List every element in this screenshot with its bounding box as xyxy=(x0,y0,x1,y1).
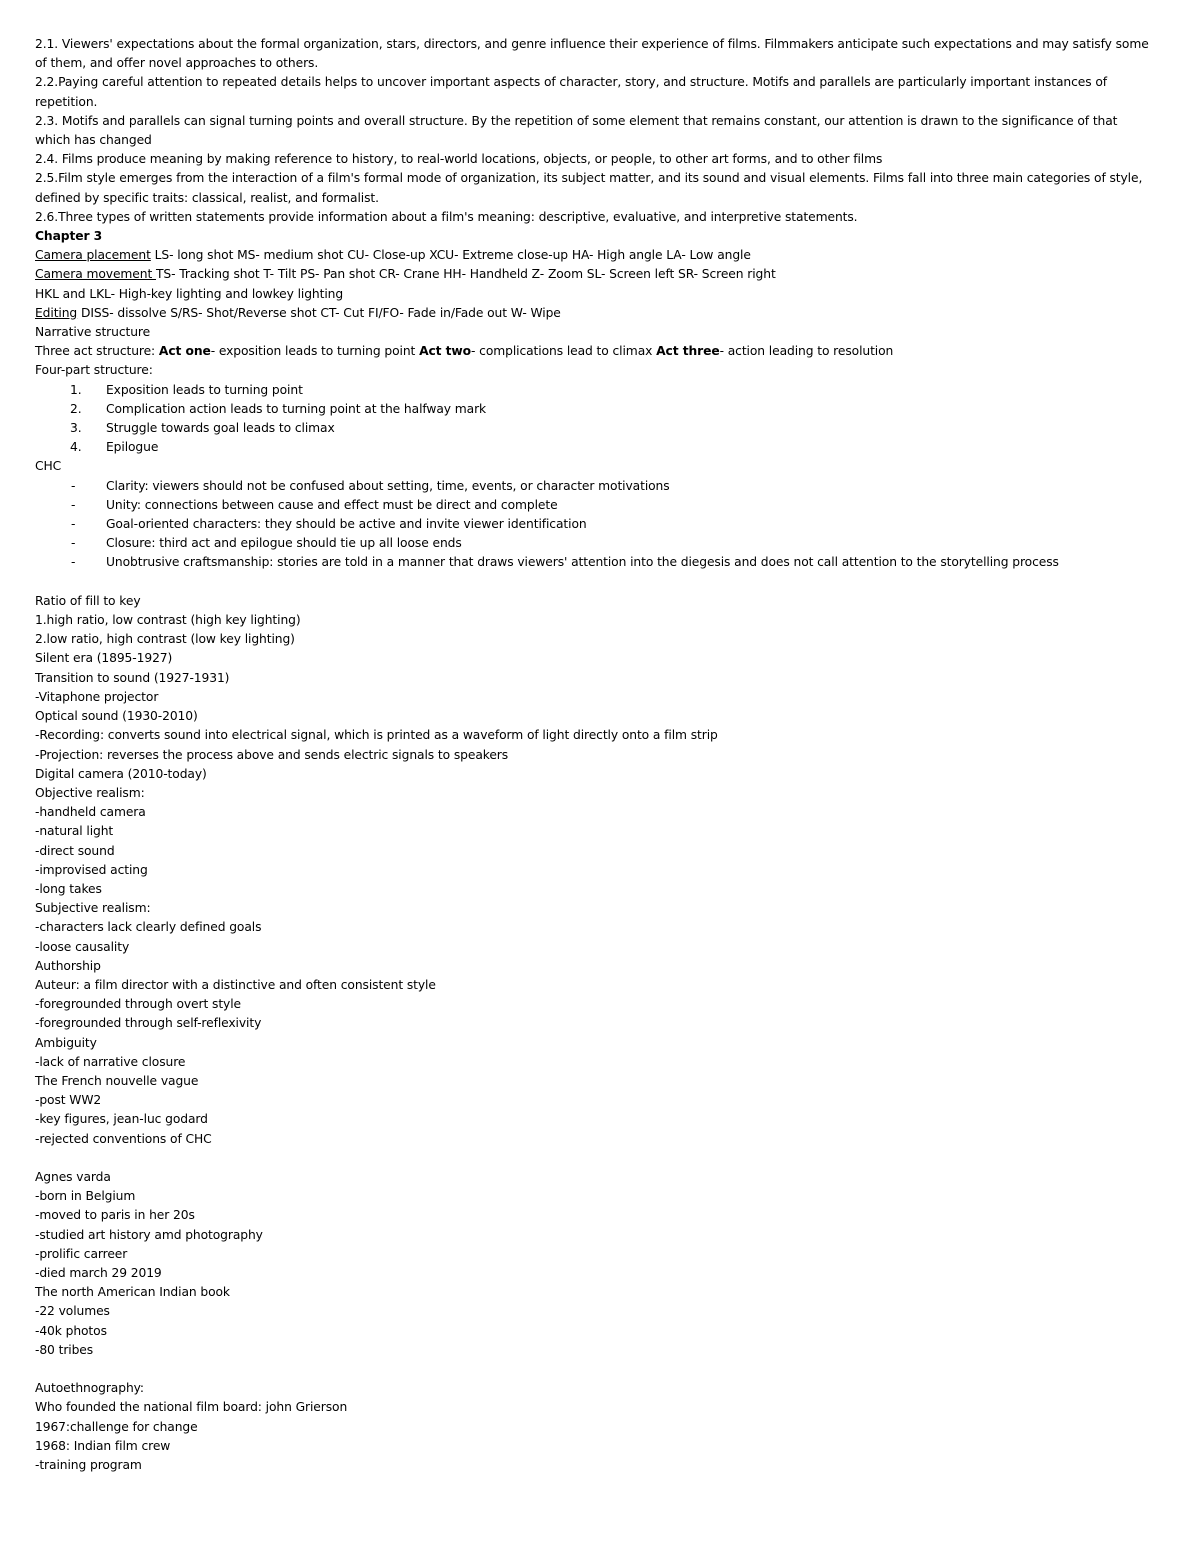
note-line: 1967:challenge for change xyxy=(35,1419,198,1434)
act-three-text: - action leading to resolution xyxy=(719,344,894,359)
notes-block-c xyxy=(35,1379,1154,1475)
note-line: The north American Indian book xyxy=(35,1285,230,1300)
list-item-text: Clarity: viewers should not be confused about setting, time, events, or character motivations xyxy=(106,478,670,493)
list-marker: - xyxy=(71,497,76,512)
list-item xyxy=(35,496,1154,515)
notes-block-b xyxy=(35,1168,1154,1360)
act-two-label: Act two xyxy=(419,344,472,359)
notes-block-a xyxy=(35,592,1154,1149)
note-line: -post WW2 xyxy=(35,1093,102,1108)
narrative-structure-heading: Narrative structure xyxy=(35,325,151,340)
act-three-label: Act three xyxy=(656,344,720,359)
note-line: Agnes varda xyxy=(35,1169,111,1184)
section-2-4: 2.4. Films produce meaning by making reference to history, to real-world locations, objects, or people, to other art forms, and to other films xyxy=(35,152,883,167)
note-line: -studied art history amd photography xyxy=(35,1227,263,1242)
list-item-text: Epilogue xyxy=(106,440,159,455)
note-line: -Vitaphone projector xyxy=(35,689,159,704)
note-line: 2.low ratio, high contrast (low key lighting) xyxy=(35,632,295,647)
note-line: -key figures, jean-luc godard xyxy=(35,1112,208,1127)
note-line: Objective realism: xyxy=(35,785,145,800)
list-item-text: Struggle towards goal leads to climax xyxy=(106,421,335,436)
list-item xyxy=(35,438,1154,457)
section-2-1: 2.1. Viewers' expectations about the formal organization, stars, directors, and genre influence their experience of films. Filmmakers anticipate such expectations and may satisfy some of them, and offer novel approaches to others. xyxy=(35,37,1149,71)
camera-movement-text: TS- Tracking shot T- Tilt PS- Pan shot CR- Crane HH- Handheld Z- Zoom SL- Screen left SR- Screen right xyxy=(155,267,776,282)
list-item-text: Unity: connections between cause and effect must be direct and complete xyxy=(106,497,558,512)
note-line: -long takes xyxy=(35,881,102,896)
list-marker: - xyxy=(71,536,76,551)
blank-line xyxy=(35,1360,1154,1379)
note-line: -died march 29 2019 xyxy=(35,1265,162,1280)
list-marker: 1. xyxy=(70,382,82,397)
note-line: Ambiguity xyxy=(35,1035,97,1050)
note-line: -improvised acting xyxy=(35,862,148,877)
lighting-line: HKL and LKL- High-key lighting and lowkey lighting xyxy=(35,286,344,301)
list-item-text: Exposition leads to turning point xyxy=(106,382,303,397)
note-line: -natural light xyxy=(35,824,114,839)
note-line: -lack of narrative closure xyxy=(35,1054,186,1069)
list-marker: - xyxy=(71,478,76,493)
note-line: -rejected conventions of CHC xyxy=(35,1131,212,1146)
list-item-text: Unobtrusive craftsmanship: stories are told in a manner that draws viewers' attention into the diegesis and does not call attention to the storytelling process xyxy=(106,555,1059,570)
chapter-heading: Chapter 3 xyxy=(35,229,103,244)
note-line: The French nouvelle vague xyxy=(35,1073,199,1088)
chc-list xyxy=(35,477,1154,573)
section-2-5: 2.5.Film style emerges from the interaction of a film's formal mode of organization, its subject matter, and its sound and visual elements. Films fall into three main categories of style, defined by specific traits: classical, realist, and formalist. xyxy=(35,171,1143,205)
note-line: -40k photos xyxy=(35,1323,107,1338)
list-item xyxy=(35,515,1154,534)
note-line: Ratio of fill to key xyxy=(35,593,141,608)
blank-line xyxy=(35,1149,1154,1168)
list-item-text: Complication action leads to turning point at the halfway mark xyxy=(106,401,487,416)
list-marker: 4. xyxy=(70,440,82,455)
three-act-line xyxy=(35,342,1154,361)
section-2-3: 2.3. Motifs and parallels can signal turning points and overall structure. By the repetition of some element that remains constant, our attention is drawn to the significance of that which has changed xyxy=(35,113,1118,148)
camera-placement-text: LS- long shot MS- medium shot CU- Close-up XCU- Extreme close-up HA- High angle LA- Low angle xyxy=(150,248,751,263)
note-line: -22 volumes xyxy=(35,1304,110,1319)
note-line: Silent era (1895-1927) xyxy=(35,651,173,666)
three-act-prefix: Three act structure: xyxy=(35,344,159,359)
camera-placement-line xyxy=(35,246,1154,265)
note-line: Who founded the national film board: john Grierson xyxy=(35,1400,348,1415)
note-line: Optical sound (1930-2010) xyxy=(35,709,198,724)
note-line: -handheld camera xyxy=(35,805,146,820)
four-part-list xyxy=(35,381,1154,458)
note-line: -foregrounded through overt style xyxy=(35,997,241,1012)
note-line: -moved to paris in her 20s xyxy=(35,1208,195,1223)
note-line: -Projection: reverses the process above and sends electric signals to speakers xyxy=(35,747,509,762)
blank-line xyxy=(35,573,1154,592)
note-line: -Recording: converts sound into electrical signal, which is printed as a waveform of light directly onto a film strip xyxy=(35,728,718,743)
note-line: 1.high ratio, low contrast (high key lighting) xyxy=(35,613,301,628)
note-line: -80 tribes xyxy=(35,1342,94,1357)
note-line: Transition to sound (1927-1931) xyxy=(35,670,230,685)
editing-line xyxy=(35,304,1154,323)
section-2-2: 2.2.Paying careful attention to repeated details helps to uncover important aspects of character, story, and structure. Motifs and parallels are particularly important instances of repetition. xyxy=(35,75,1108,109)
note-line: Authorship xyxy=(35,958,101,973)
note-line: -loose causality xyxy=(35,939,130,954)
note-line: Digital camera (2010-today) xyxy=(35,766,207,781)
list-item xyxy=(35,400,1154,419)
list-item xyxy=(35,553,1154,572)
editing-label: Editing xyxy=(35,305,78,320)
list-item xyxy=(35,381,1154,400)
note-line: -prolific carreer xyxy=(35,1246,128,1261)
four-part-heading: Four-part structure: xyxy=(35,363,153,378)
camera-movement-label: Camera movement xyxy=(35,267,156,282)
list-marker: - xyxy=(71,517,76,532)
note-line: Auteur: a film director with a distinctive and often consistent style xyxy=(35,977,436,992)
act-one-text: - exposition leads to turning point xyxy=(210,344,420,359)
list-marker: - xyxy=(71,555,76,570)
editing-text: DISS- dissolve S/RS- Shot/Reverse shot CT- Cut FI/FO- Fade in/Fade out W- Wipe xyxy=(77,305,561,320)
note-line: Subjective realism: xyxy=(35,901,151,916)
list-marker: 3. xyxy=(70,421,82,436)
list-marker: 2. xyxy=(70,401,82,416)
act-one-label: Act one xyxy=(158,344,211,359)
list-item xyxy=(35,477,1154,496)
chc-heading: CHC xyxy=(35,459,62,474)
list-item-text: Closure: third act and epilogue should tie up all loose ends xyxy=(106,536,462,551)
camera-movement-line xyxy=(35,265,1154,284)
list-item xyxy=(35,534,1154,553)
note-line: 1968: Indian film crew xyxy=(35,1438,171,1453)
note-line: -training program xyxy=(35,1457,142,1472)
section-2-6: 2.6.Three types of written statements provide information about a film's meaning: descriptive, evaluative, and interpretive statements. xyxy=(35,209,858,224)
note-line: -direct sound xyxy=(35,843,115,858)
note-line: -foregrounded through self-reflexivity xyxy=(35,1016,262,1031)
list-item xyxy=(35,419,1154,438)
act-two-text: - complications lead to climax xyxy=(471,344,657,359)
list-item-text: Goal-oriented characters: they should be active and invite viewer identification xyxy=(106,517,587,532)
note-line: Autoethnography: xyxy=(35,1381,144,1396)
note-line: -characters lack clearly defined goals xyxy=(35,920,262,935)
camera-placement-label: Camera placement xyxy=(35,248,151,263)
note-line: -born in Belgium xyxy=(35,1189,136,1204)
